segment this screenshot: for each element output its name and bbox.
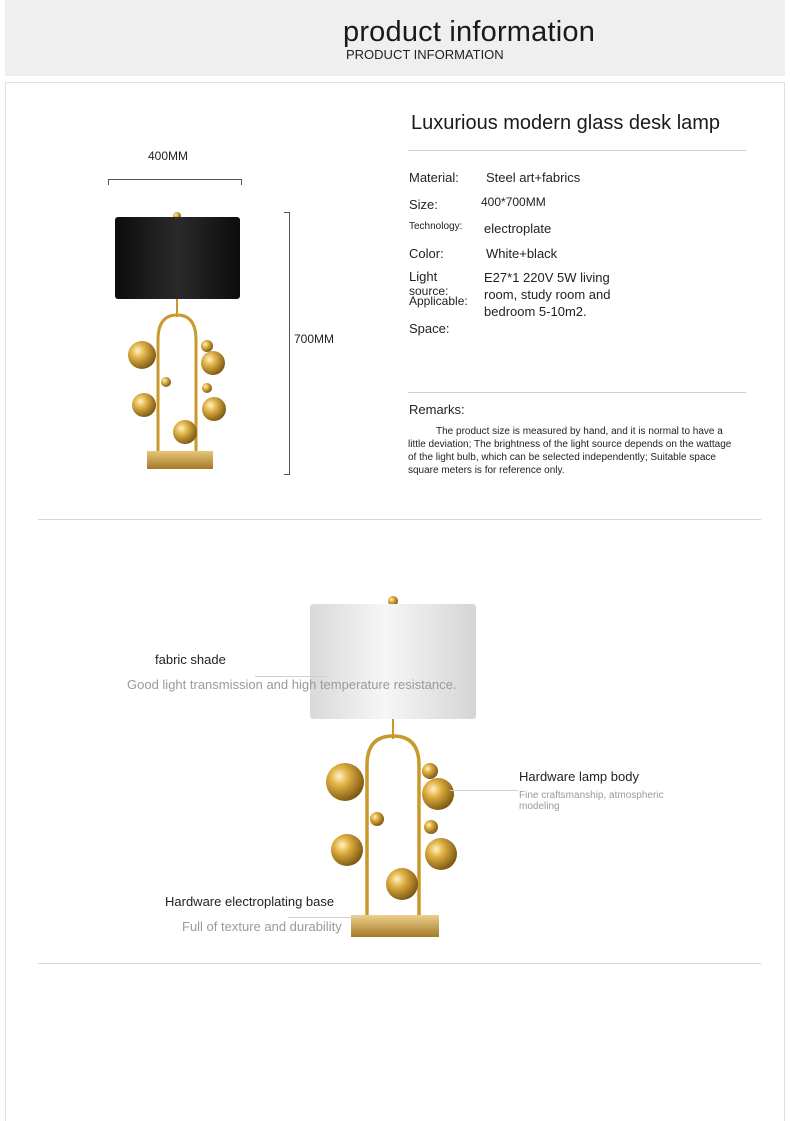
annotation-body-line [450,790,518,791]
electroplating-base [351,915,439,937]
annotation-base-title: Hardware electroplating base [165,894,335,909]
annotation-base-desc: Full of texture and durability [182,919,342,934]
spec-technology-value: electroplate [484,221,552,236]
page-header [5,0,785,76]
spec-size-key: Size: [409,197,438,212]
spec-light-key-1: Light [409,269,438,284]
annotation-body-desc: Fine craftsmanship, atmospheric modeling [519,790,664,812]
spec-light-key-2: source: [409,284,449,298]
spec-material-value: Steel art+fabrics [486,170,581,185]
page-title: product information [343,16,596,48]
annotation-shade-desc: Good light transmission and high temperature resistance. [127,677,457,692]
spec-applicable-key: Applicable: [409,294,468,308]
spec-material-key: Material: [409,170,459,185]
spec-light-value: E27*1 220V 5W living room, study room and bedroom 5-10m2. [484,270,611,319]
page-subtitle: PRODUCT INFORMATION [346,47,504,62]
annotation-base-line [288,917,358,918]
lamp-shade [115,217,240,299]
white-lamp-illustration [305,593,485,938]
remarks-divider [408,392,746,393]
black-lamp-image [110,205,260,475]
remarks-label: Remarks: [409,402,465,417]
spec-color-key: Color: [409,246,444,261]
section-divider-2 [38,963,761,964]
lamp-base [147,451,213,469]
section-divider-1 [38,519,761,520]
spec-size-value: 400*700MM [481,195,546,209]
title-divider [408,150,746,151]
white-lamp-image [305,593,485,938]
spec-color-value: White+black [486,246,558,261]
fabric-shade [310,604,476,719]
remarks-text: The product size is measured by hand, and it is normal to have a little deviation; The brightness of the light source depends on the wattage of the light bulb, which can be selected independently; Suitable space square meters is for reference only. [408,426,732,476]
width-dimension-line [108,179,242,185]
annotation-body-title: Hardware lamp body [519,769,639,784]
spec-technology-key: Technology: [409,221,463,232]
width-dimension-label: 400MM [148,149,189,163]
product-name: Luxurious modern glass desk lamp [411,112,721,134]
spec-space-key: Space: [409,321,450,336]
annotation-shade-title: fabric shade [155,652,226,667]
black-lamp-illustration [110,205,260,475]
height-dimension-line [284,212,290,475]
height-dimension-label: 700MM [294,332,335,346]
